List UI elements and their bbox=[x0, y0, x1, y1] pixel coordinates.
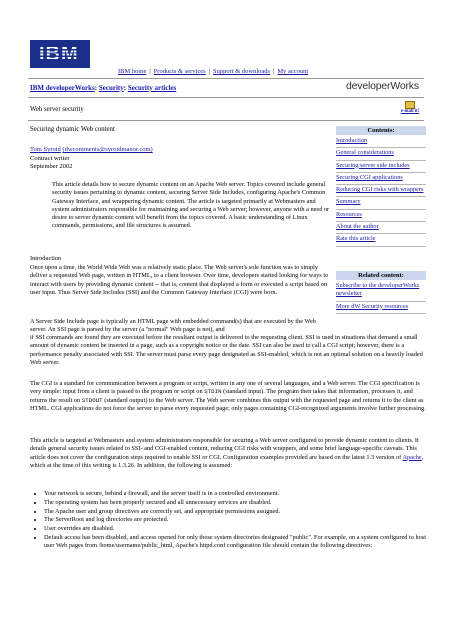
top-nav: IBM home | Products & services | Support & downloads | My account bbox=[118, 68, 309, 75]
breadcrumb: IBM developerWorks: Security: Security articles bbox=[30, 84, 177, 92]
divider bbox=[28, 78, 424, 79]
breadcrumb-developerworks[interactable]: IBM developerWorks bbox=[30, 84, 95, 92]
toc-reducing-cgi-risks[interactable]: Reducing CGI risks with wrappers bbox=[336, 186, 424, 194]
toc-summary[interactable]: Summary bbox=[336, 198, 361, 206]
toc-rate-article[interactable]: Rate this article bbox=[336, 235, 376, 243]
related-panel bbox=[336, 281, 426, 314]
toc-securing-cgi[interactable]: Securing CGI applications bbox=[336, 173, 403, 181]
envelope-icon bbox=[405, 101, 415, 109]
ibm-logo-text: IBM bbox=[39, 43, 79, 65]
related-heading: Related content: bbox=[336, 271, 426, 280]
toc-about-author[interactable]: About the author bbox=[336, 223, 379, 231]
author-block bbox=[30, 146, 153, 172]
abstract: This article details how to secure dynamic content on an Apache Web server. Topics covered include general security issues pertaining to dynamic content, securing Server Side Includes, configuring Apache's Common Gateway Interface, and wrappering dynamic content. The article is targeted primarily at Webmasters and system administrators responsible for maintaining and securing a Web server; however, anyone with a need or desire to server dynamic content will benefit from the topics covered. A basic understanding of Linux commands, permissions, and file structures is assumed. bbox=[52, 181, 330, 230]
author-email-link[interactable]: (dwcomments@syroidmanor.com) bbox=[62, 146, 153, 153]
related-subscribe-newsletter[interactable]: Subscribe to the developerWorks newsletter bbox=[336, 282, 420, 298]
stdin-code: STDIN bbox=[204, 388, 222, 396]
stdout-code: STDOUT bbox=[81, 396, 103, 404]
list-item: • The operating system has been properly secured and all unnecessary services are disabled. bbox=[44, 499, 426, 507]
toc-securing-ssi[interactable]: Securing server side includes bbox=[336, 161, 410, 169]
intro-heading: Introduction bbox=[30, 255, 62, 262]
toc-resources[interactable]: Resources bbox=[336, 210, 362, 218]
article-date: September 2002 bbox=[30, 163, 73, 171]
intro-paragraph: Once upon a time, the World Wide Web was a relatively static place. The Web server's sole function was to simply deliver a requested Web page, written in HTML, to a client browser. Over time, developers started looking for ways to interact with users by providing dynamic content -- that is, content that displayed a form or executed a script based on user input. Thus Server Side Includes (SSI) and the Common Gateway Interface (CGI) were born. bbox=[30, 264, 329, 296]
contents-heading: Contents: bbox=[336, 126, 426, 135]
cgi-paragraph: The CGI is a standard for communication between a program or script, written in any one of several languages, and a Web server. The CGI specification is very simple: input from a client is passed to the program or script on STDIN (standard input). The program then takes that information, processes it, and returns the result on STDOUT (standard output) to the Web server. The Web server combines this output with the requested page and returns it to the client as HTML. CGI applications do not force the server to parse every requested page; only pages containing CGI-recognized arguments involve further processing. bbox=[30, 380, 426, 412]
breadcrumb-security[interactable]: Security bbox=[98, 84, 124, 92]
author-role: Contract writer bbox=[30, 154, 70, 162]
list-item: • User overrides are disabled. bbox=[44, 525, 426, 533]
ssi-paragraph-start: A Server Side Include page is typically an HTML page with embedded command(s) that are executed by the Web server. An SSI page is parsed by the server (a "normal" Web page is not), and bbox=[30, 318, 316, 334]
list-item: • Default access has been disabled, and access opened for only those system directories designated "public". For example, on a system configured to host user Web pages from /home/username/public_html, Apache's httpd.conf configuration file should contain the following directives: bbox=[44, 534, 426, 551]
ssi-paragraph-rest: if SSI commands are found they are executed before the resultant output is delivered to the requesting client. SSI is used in situations that demand a small amount of dynamic content be inserted in a page, such as a copyright notice or the date. SSI can also be used to call a CGI script; however, there is a performance penalty associated with SSI. The server must parse every page designated as SSI-enabled, which is not an optimal solution on a heavily loaded Web server. bbox=[30, 334, 423, 366]
target-paragraph: This article is targeted at Webmasters and system administrators responsible for securing a Web server configured to provide dynamic content to clients. It details general security issues related to SSI- and CGI-enabled content, reducing CGI risks with wrappers, and some brief language-specific caveats. This article does not cover the configuration steps required to enable SSI or CGI. Configuration examples provided are based on the latest 1.3 version of Apache, which at the time of this writing is 1.3.26. In addition, the following is assumed: bbox=[30, 437, 424, 469]
nav-products-services[interactable]: Products & services bbox=[153, 68, 206, 75]
toc-introduction[interactable]: Introduction bbox=[336, 137, 368, 144]
list-item: • The ServerRoot and log directories are protected. bbox=[44, 516, 426, 524]
article-title: Securing dynamic Web content bbox=[30, 126, 115, 133]
related-more-security[interactable]: More dW Security resources bbox=[336, 302, 409, 310]
nav-my-account[interactable]: My account bbox=[277, 68, 309, 75]
apache-link[interactable]: Apache bbox=[402, 453, 422, 461]
nav-ibm-home[interactable]: IBM home bbox=[118, 68, 147, 75]
email-it-label: e-mail it! bbox=[400, 109, 420, 114]
ibm-logo[interactable] bbox=[30, 40, 90, 68]
email-it-button[interactable] bbox=[398, 101, 422, 115]
divider bbox=[28, 120, 424, 121]
assumptions-list bbox=[30, 490, 426, 551]
divider bbox=[28, 97, 424, 98]
list-item: • Your network is secure, behind a firewall, and the server itself is in a controlled environment. bbox=[44, 490, 426, 498]
author-name-link[interactable]: Tom Syroid bbox=[30, 146, 61, 153]
list-item: • The Apache user and group directives are correctly set, and appropriate permissions assigned. bbox=[44, 508, 426, 516]
developerworks-brand[interactable]: developerWorks bbox=[346, 80, 419, 92]
section-title: Web server security bbox=[30, 106, 84, 113]
toc-general-considerations[interactable]: General considerations bbox=[336, 149, 394, 157]
breadcrumb-security-articles[interactable]: Security articles bbox=[127, 84, 177, 92]
assumptions-list-wrap bbox=[30, 490, 426, 551]
contents-panel bbox=[336, 136, 426, 247]
nav-support-downloads[interactable]: Support & downloads bbox=[212, 68, 271, 75]
